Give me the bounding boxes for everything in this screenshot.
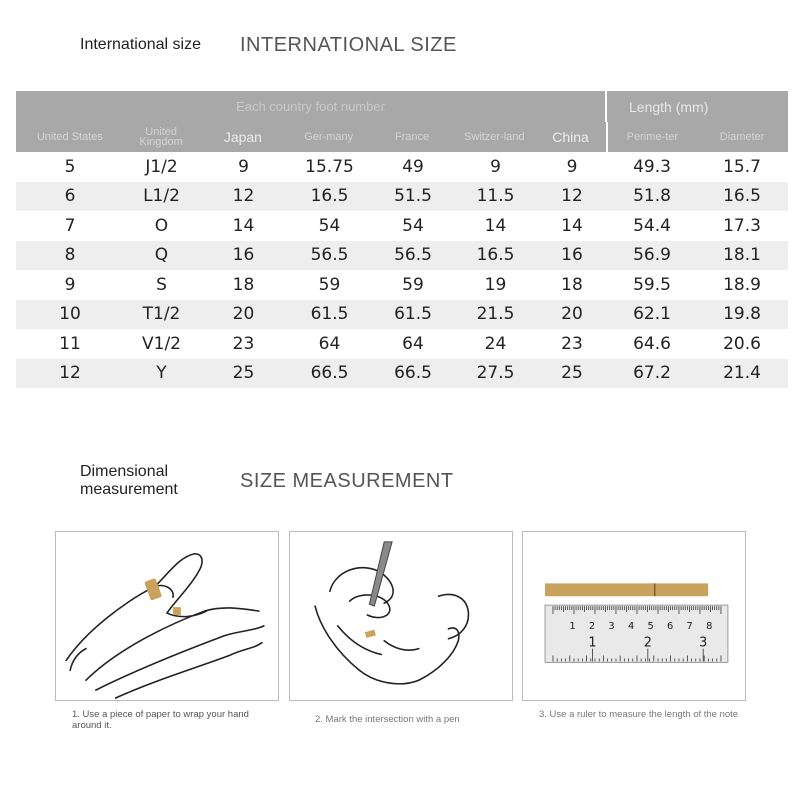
- step-3-caption: 3. Use a ruler to measure the length of the note: [539, 709, 739, 720]
- table-cell: 5: [64, 156, 76, 177]
- table-row: [16, 241, 788, 271]
- table-cell: 14: [561, 215, 583, 236]
- table-cell: 7: [64, 215, 76, 236]
- table-row: [16, 270, 788, 300]
- ruler-label: 2: [588, 620, 596, 632]
- table-cell: 61.5: [394, 304, 432, 325]
- table-cell: 16.5: [310, 186, 349, 207]
- table-cell: 51.8: [633, 186, 671, 207]
- col-united-states: United States: [36, 131, 103, 143]
- table-cell: 56.5: [310, 245, 349, 266]
- table-cell: 18: [232, 274, 255, 295]
- ruler-inch-label: 1: [588, 635, 597, 651]
- ruler-label: 6: [667, 620, 674, 632]
- international-size-label: International size: [80, 36, 201, 53]
- table-cell: 8: [64, 245, 76, 266]
- table-cell: 56.9: [633, 245, 671, 266]
- table-cell: 11.5: [476, 186, 515, 207]
- ruler-label: 7: [686, 620, 693, 632]
- table-cell: 61.5: [310, 304, 349, 325]
- ruler-inch-label: 2: [643, 635, 652, 651]
- table-cell: 54: [402, 215, 424, 236]
- table-cell: 64: [318, 333, 341, 354]
- table-cell: 16: [561, 245, 583, 266]
- table-cell: 54: [318, 215, 341, 236]
- table-column-header: [16, 122, 788, 152]
- table-cell: 21.5: [476, 304, 515, 325]
- table-cell: 15.7: [723, 156, 761, 177]
- international-size-heading: [80, 30, 457, 60]
- table-cell: 66.5: [310, 363, 349, 384]
- col-united-kingdom: United Kingdom: [139, 126, 183, 148]
- ruler-label: 3: [608, 620, 615, 632]
- table-cell: T1/2: [142, 304, 181, 325]
- table-row: [16, 300, 788, 330]
- ruler-label: 1: [569, 620, 576, 632]
- size-measurement-heading: [80, 461, 454, 501]
- ruler-inch-label: 3: [699, 635, 708, 651]
- table-cell: Y: [156, 363, 167, 384]
- paper-strip: [545, 583, 708, 596]
- table-cell: 66.5: [394, 363, 432, 384]
- col-japan: Japan: [223, 129, 262, 145]
- length-group-header: Length (mm): [629, 98, 709, 115]
- table-cell: V1/2: [142, 333, 181, 354]
- table-cell: 19.8: [723, 304, 761, 325]
- table-cell: 56.5: [394, 245, 432, 266]
- table-cell: 23: [232, 333, 255, 354]
- col-china: China: [552, 129, 589, 145]
- table-cell: 9: [238, 156, 249, 177]
- dimensional-measurement-label: Dimensional measurement: [80, 463, 178, 498]
- table-cell: 49: [402, 156, 424, 177]
- table-cell: 64: [402, 333, 424, 354]
- table-cell: 9: [64, 274, 76, 295]
- table-cell: 19: [484, 274, 507, 295]
- size-table: [16, 91, 788, 388]
- table-row: [16, 211, 788, 241]
- table-cell: 14: [484, 215, 507, 236]
- table-cell: 11: [59, 333, 81, 354]
- country-group-header: Each country foot number: [16, 91, 607, 122]
- table-cell: 16.5: [723, 186, 761, 207]
- table-cell: 24: [484, 333, 507, 354]
- step-3-illustration: [522, 531, 746, 701]
- table-cell: 17.3: [723, 215, 761, 236]
- col-france: France: [394, 131, 430, 143]
- table-cell: 49.3: [633, 156, 671, 177]
- table-body: [16, 152, 788, 388]
- table-cell: 21.4: [723, 363, 761, 384]
- table-cell: 18: [561, 274, 583, 295]
- table-cell: 23: [561, 333, 583, 354]
- table-row: [16, 329, 788, 359]
- col-switzerland: Switzer-land: [463, 131, 525, 143]
- size-measurement-title: SIZE MEASUREMENT: [240, 469, 454, 492]
- table-cell: 62.1: [633, 304, 671, 325]
- step-1-illustration: [55, 531, 279, 701]
- ruler-label: 8: [706, 620, 713, 632]
- table-cell: 59.5: [633, 274, 671, 295]
- table-cell: 20: [232, 304, 255, 325]
- table-cell: S: [156, 274, 167, 295]
- table-row: [16, 152, 788, 182]
- col-diameter: Diameter: [719, 131, 765, 143]
- table-row: [16, 359, 788, 389]
- table-cell: O: [154, 215, 169, 236]
- ruler-body: [545, 605, 728, 662]
- step-1-caption: 1. Use a piece of paper to wrap your hand around it.: [72, 709, 249, 731]
- table-cell: 18.9: [723, 274, 761, 295]
- table-cell: 16.5: [476, 245, 515, 266]
- step-2-caption: 2. Mark the intersection with a pen: [315, 714, 460, 725]
- ruler-icon: [523, 532, 745, 700]
- hand-wrap-icon: [56, 532, 278, 700]
- table-cell: 14: [232, 215, 255, 236]
- table-cell: 64.6: [633, 333, 671, 354]
- table-cell: 6: [64, 186, 76, 207]
- table-row: [16, 182, 788, 212]
- table-cell: J1/2: [145, 156, 178, 177]
- table-cell: 54.4: [633, 215, 671, 236]
- step-2-illustration: [289, 531, 513, 701]
- table-cell: 9: [490, 156, 501, 177]
- table-cell: 10: [59, 304, 81, 325]
- table-cell: 12: [232, 186, 255, 207]
- table-cell: 25: [232, 363, 255, 384]
- international-size-title: INTERNATIONAL SIZE: [240, 33, 457, 56]
- table-cell: 27.5: [476, 363, 515, 384]
- table-cell: 20: [561, 304, 583, 325]
- table-cell: 59: [318, 274, 341, 295]
- ruler-label: 4: [627, 620, 635, 632]
- table-cell: Q: [154, 245, 169, 266]
- col-germany: Ger-many: [304, 131, 354, 143]
- table-group-header: [16, 91, 788, 122]
- table-cell: L1/2: [143, 186, 180, 207]
- table-cell: 59: [402, 274, 424, 295]
- table-cell: 25: [561, 363, 583, 384]
- table-cell: 12: [561, 186, 583, 207]
- table-cell: 15.75: [305, 156, 354, 177]
- table-cell: 51.5: [394, 186, 432, 207]
- ruler-label: 5: [647, 620, 654, 632]
- table-cell: 18.1: [723, 245, 761, 266]
- table-cell: 12: [59, 363, 81, 384]
- table-cell: 20.6: [723, 333, 761, 354]
- table-cell: 16: [232, 245, 255, 266]
- table-cell: 67.2: [633, 363, 671, 384]
- pen-mark-icon: [290, 532, 512, 700]
- table-cell: 9: [566, 156, 578, 177]
- col-perimeter: Perime-ter: [626, 131, 679, 143]
